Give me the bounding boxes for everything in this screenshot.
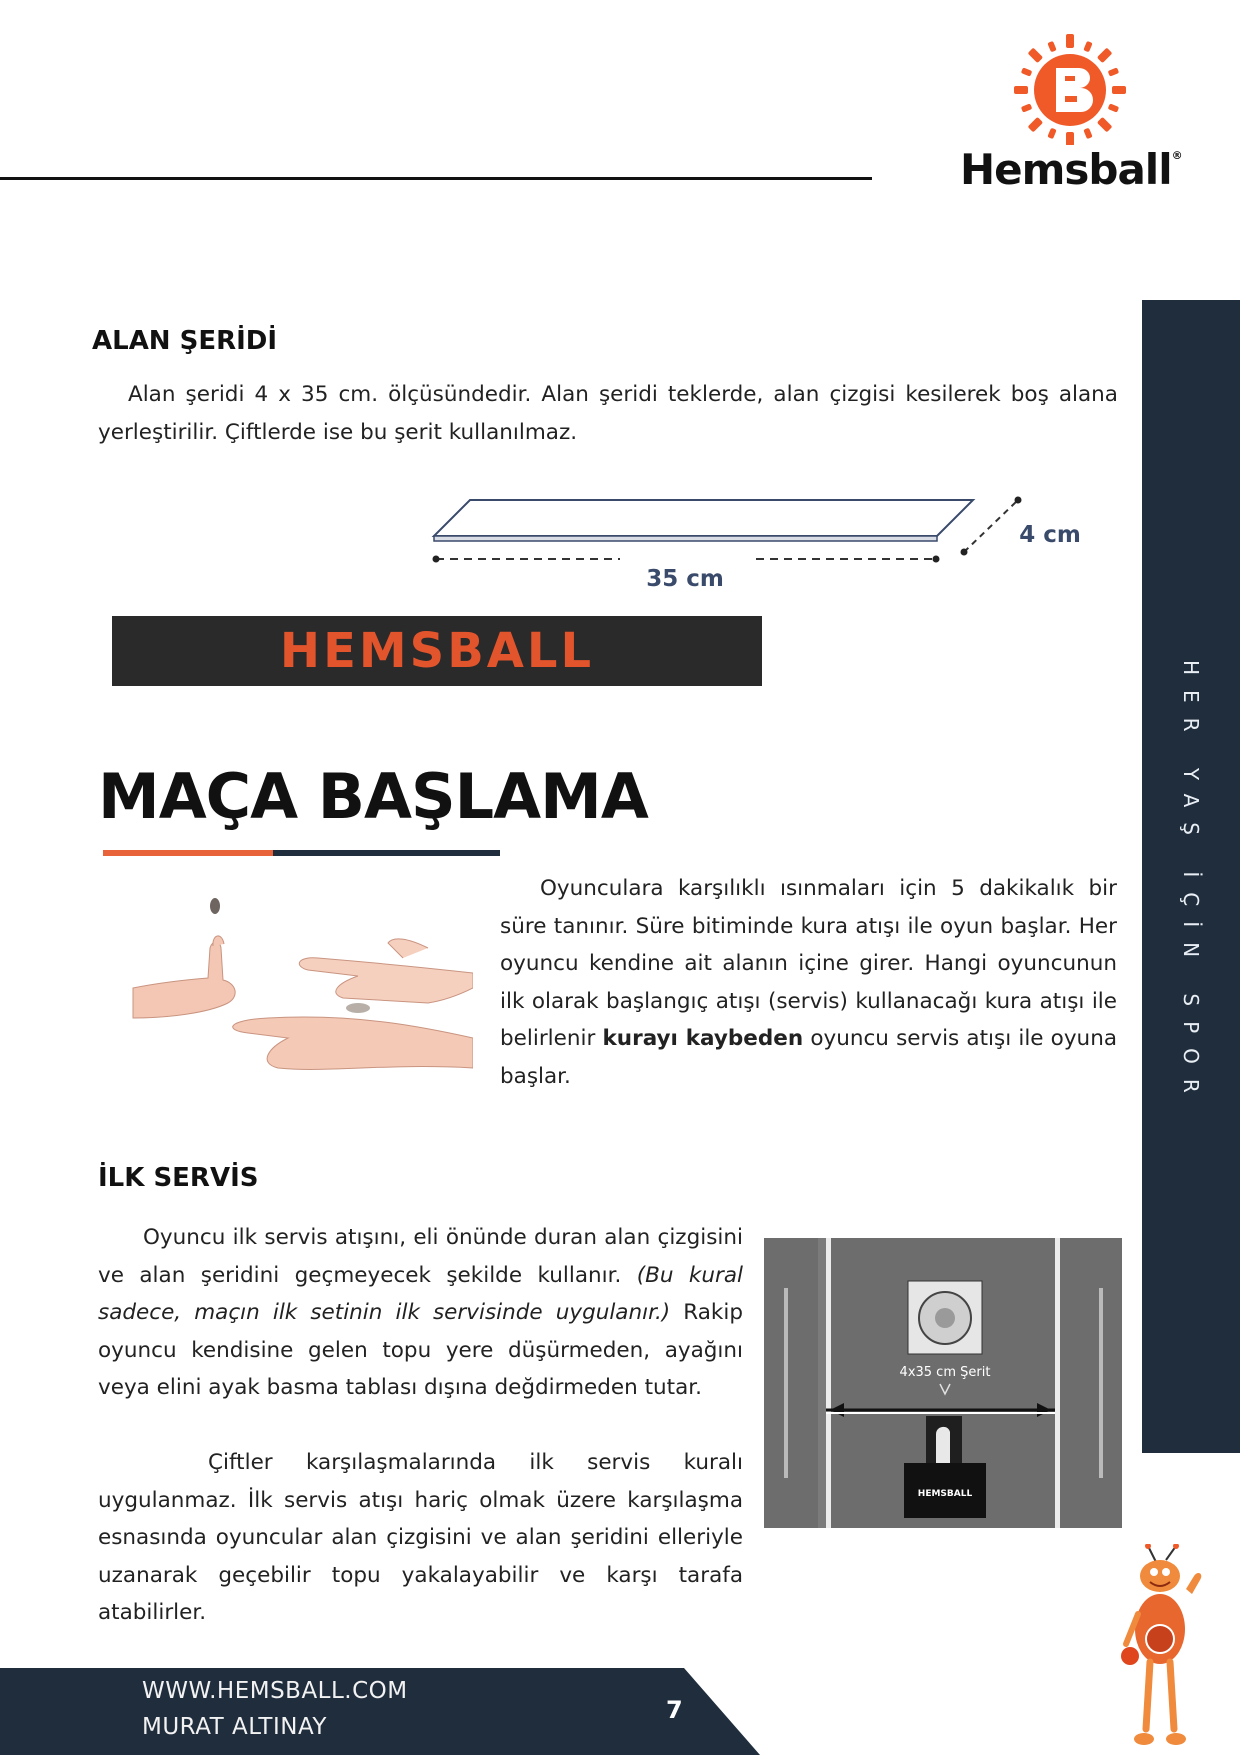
alan-seridi-text: Alan şeridi 4 x 35 cm. ölçüsündedir. Alan şeridi teklerde, alan çizgisi kesilerek boş alana yerleştirilir. Çiftlerde ise bu şerit kullanılmaz.	[98, 382, 1118, 445]
brand-wordmark: Hemsball®	[960, 145, 1182, 194]
coin-icon	[210, 898, 220, 914]
title-underline	[103, 850, 500, 856]
diagram-strip-label: 4x35 cm Şerit	[899, 1365, 991, 1380]
section-title-maca-baslama: MAÇA BAŞLAMA	[98, 760, 648, 833]
ilk-servis-paragraph-2: Çiftler karşılaşmalarında ilk servis kuralı uygulanmaz. İlk servis atışı hariç olmak üzere karşılaşma esnasında oyuncular alan çizgisini ve alan şeridini elleriyle uzanarak geçebilir topu yakalayabilir ve karşı tarafa atabilirler.	[98, 1450, 743, 1625]
page-number: 7	[666, 1696, 683, 1724]
sun-logo-icon	[955, 30, 1195, 145]
header-rule	[0, 177, 872, 180]
dim-length-label: 35 cm	[646, 566, 724, 592]
coin-toss-illustration	[128, 888, 473, 1118]
side-band	[1142, 300, 1240, 1453]
footer	[0, 1668, 760, 1755]
bold-kurayi-kaybeden: kurayı kaybeden	[602, 1026, 804, 1051]
section-heading-ilk-servis: İLK SERVİS	[98, 1163, 259, 1193]
strip-dimension-drawing	[420, 490, 1100, 595]
court-diagram	[764, 1238, 1122, 1528]
strip-brand-text: HEMSBALL	[279, 623, 595, 679]
maca-baslama-text: Oyunculara karşılıklı ısınmaları için 5 dakikalık bir süre tanınır. Süre bitiminde kura atışı ile oyun başlar. Her oyuncu kendine ait alanın içine girer. Hangi oyuncunun ilk olarak başlangıç atışı (servis) kullanacağı kura atışı ile belirlenir kurayı kaybeden oyuncu servis atışı ile oyuna başlar.	[500, 876, 1117, 1089]
section-heading-alan-seridi: ALAN ŞERİDİ	[92, 326, 278, 356]
dim-width-label: 4 cm	[1019, 522, 1081, 548]
strip-photo	[112, 616, 762, 686]
diagram-mat-label: HEMSBALL	[917, 1489, 973, 1499]
side-slogan: HER YAŞ İÇİN SPOR	[1179, 660, 1203, 1108]
mascot-illustration	[1118, 1544, 1208, 1755]
ilk-servis-paragraph-1: Oyuncu ilk servis atışını, eli önünde duran alan çizgisini ve alan şeridini geçmeyecek şekilde kullanır. (Bu kural sadece, maçın ilk setinin ilk servisinde uygulanır.) Rakip oyuncu kendisine gelen topu yere düşürmeden, ayağını veya elini ayak basma tablası dışına değdirmeden tutar.	[98, 1225, 743, 1400]
hemsball-logo	[955, 30, 1195, 200]
footer-author: MURAT ALTINAY	[142, 1714, 327, 1740]
footer-website: WWW.HEMSBALL.COM	[142, 1678, 408, 1704]
